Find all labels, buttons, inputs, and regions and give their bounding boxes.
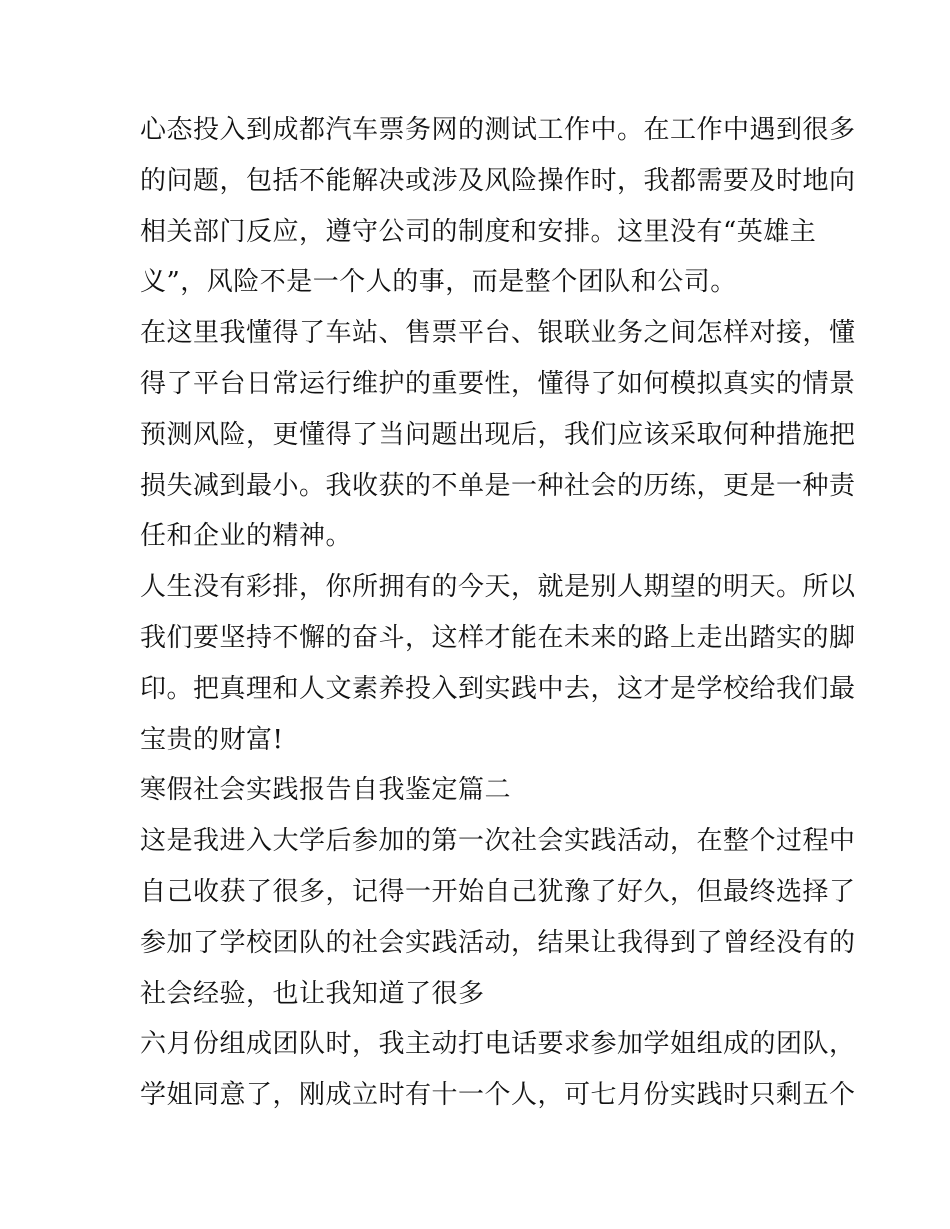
- text-line: 义”，风险不是一个人的事，而是整个团队和公司。: [140, 267, 737, 298]
- section-heading: 寒假社会实践报告自我鉴定篇二: [140, 775, 512, 806]
- text-line: 学姐同意了，刚成立时有十一个人，可七月份实践时只剩五个: [140, 1080, 856, 1111]
- text-line: 任和企业的精神。: [140, 521, 353, 552]
- text-line: 心态投入到成都汽车票务网的测试工作中。在工作中遇到很多: [140, 115, 856, 145]
- text-line: 六月份组成团队时，我主动打电话要求参加学姐组成的团队，: [140, 1029, 856, 1060]
- text-line: 人生没有彩排，你所拥有的今天，就是别人期望的明天。所以: [140, 572, 856, 603]
- text-line: 预测风险，更懂得了当问题出现后，我们应该采取何种措施把: [140, 419, 856, 450]
- text-line: 在这里我懂得了车站、售票平台、银联业务之间怎样对接，懂: [140, 318, 856, 349]
- text-line: 宝贵的财富!: [140, 724, 284, 755]
- text-line: 参加了学校团队的社会实践活动，结果让我得到了曾经没有的: [140, 927, 856, 958]
- text-line: 社会经验，也让我知道了很多: [140, 978, 485, 1009]
- text-line: 相关部门反应，遵守公司的制度和安排。这里没有“英雄主: [140, 216, 817, 247]
- text-line: 我们要坚持不懈的奋斗，这样才能在未来的路上走出踏实的脚: [140, 622, 856, 653]
- text-line: 印。把真理和人文素养投入到实践中去，这才是学校给我们最: [140, 673, 856, 704]
- text-line: 得了平台日常运行维护的重要性，懂得了如何模拟真实的情景: [140, 368, 856, 399]
- text-line: 的问题，包括不能解决或涉及风险操作时，我都需要及时地向: [140, 165, 856, 196]
- text-line: 这是我进入大学后参加的第一次社会实践活动，在整个过程中: [140, 826, 856, 857]
- text-line: 损失减到最小。我收获的不单是一种社会的历练，更是一种责: [140, 470, 856, 501]
- text-line: 自己收获了很多，记得一开始自己犹豫了好久，但最终选择了: [140, 876, 856, 907]
- document-body: [140, 105, 856, 1121]
